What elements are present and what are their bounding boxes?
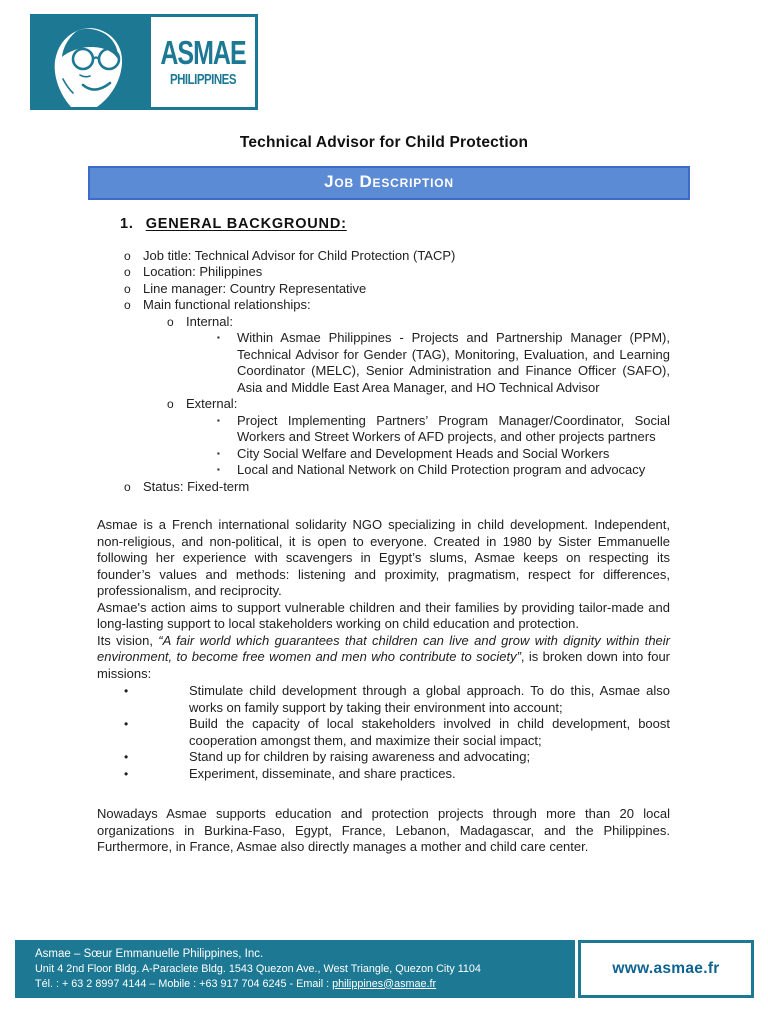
list-item xyxy=(97,716,670,749)
list-item-text: Internal: xyxy=(186,313,233,329)
list-item-text: Within Asmae Philippines - Projects and Partnership Manager (PPM), Technical Advisor for Gender (TAG), Monitoring, Evaluation, and Learning Coordinator (MELC), Senior Administration and Finance Officer (SAFO), Asia and Middle East Area Manager, and HO Technical Advisor xyxy=(237,330,670,395)
list-item-text: Location: Philippines xyxy=(143,264,263,279)
section-number: 1. xyxy=(120,216,134,232)
list-item-text: Stand up for children by raising awareness and advocating; xyxy=(189,749,531,764)
vision-suffix: , is broken down into four missions: xyxy=(97,649,670,681)
bullet-circle-marker: o xyxy=(124,479,131,494)
list-item xyxy=(97,413,670,446)
page-title: Technical Advisor for Child Protection xyxy=(239,134,529,151)
footer-address-bar xyxy=(15,940,575,998)
about-asmae xyxy=(97,517,670,682)
list-item-text: External: xyxy=(186,396,238,411)
list-item-text: Experiment, disseminate, and share practices. xyxy=(189,765,456,781)
bullet-dot-marker: • xyxy=(124,766,129,781)
footer-org-name: Asmae – Sœur Emmanuelle Philippines, Inc. xyxy=(35,948,264,960)
bullet-square-marker: ▪ xyxy=(217,448,220,458)
list-item-text: Stimulate child development through a global approach. To do this, Asmae also works on family support by taking their environment into account; xyxy=(189,683,670,715)
asmae-logo xyxy=(30,14,258,110)
list-item-text: Project Implementing Partners’ Program Manager/Coordinator, Social Workers and Street Workers of AFD projects, and other projects partners xyxy=(237,412,670,444)
website-label: www.asmae.fr xyxy=(612,960,720,977)
bullet-circle-marker: o xyxy=(124,248,131,263)
list-item xyxy=(97,683,670,716)
footer-contact xyxy=(35,977,565,992)
bullet-circle-marker: o xyxy=(124,298,131,312)
list-item xyxy=(97,297,670,314)
bullet-square-marker: ▪ xyxy=(217,333,220,342)
bullet-square-marker: ▪ xyxy=(217,465,220,474)
vision-paragraph xyxy=(97,633,670,683)
list-item xyxy=(97,314,670,331)
paragraph: Asmae is a French international solidarity NGO specializing in child development. Independent, non-religious, and non-political, it is open to everyone. Created in 1980 by Sister Emmanuelle following her experience with scavengers in Egypt’s slums, Asmae keeps on respecting its founder’s values and methods: listening and proximity, pragmatism, respect for differences, professionalism, and reciprocity. xyxy=(97,517,670,598)
list-item xyxy=(97,446,670,463)
vision-prefix: Its vision, xyxy=(97,632,159,648)
bullet-dot-marker: • xyxy=(124,717,129,731)
list-item-text: Build the capacity of local stakeholders involved in child development, boost cooperation amongst them, and maximize their social impact; xyxy=(189,716,670,748)
logo-sub-name: PHILIPPINES xyxy=(169,72,237,88)
list-item xyxy=(97,749,670,766)
missions-list xyxy=(97,683,670,782)
bullet-square-marker: ▪ xyxy=(217,415,220,425)
list-item-text: Status: Fixed-term xyxy=(143,478,250,494)
section-title: GENERAL BACKGROUND: xyxy=(145,216,347,232)
bullet-circle-marker: o xyxy=(124,281,131,296)
list-item-text: Main functional relationships: xyxy=(143,297,311,312)
logo-org-name: ASMAE xyxy=(160,34,246,72)
paragraph: Nowadays Asmae supports education and protection projects through more than 20 local organizations in Burkina-Faso, Egypt, France, Lebanon, Madagascar, and the Philippines. Furthermore, in France, Asmae also directly manages a mother and child care center. xyxy=(97,806,670,854)
logo-text xyxy=(151,17,255,107)
portrait-icon xyxy=(33,17,151,107)
list-item xyxy=(97,281,670,298)
list-item xyxy=(97,479,670,496)
list-item xyxy=(97,264,670,281)
paragraph: Asmae's action aims to support vulnerable children and their families by providing tailor-made and long-lasting support to local stakeholders working on child education and protection. xyxy=(97,599,670,631)
list-item-text: Local and National Network on Child Protection program and advocacy xyxy=(237,462,646,477)
list-item-text: Line manager: Country Representative xyxy=(143,280,367,296)
section-heading xyxy=(120,216,670,233)
bullet-dot-marker: • xyxy=(124,684,129,698)
list-item xyxy=(97,330,670,396)
bullet-circle-marker: o xyxy=(124,265,131,279)
background-list xyxy=(97,248,670,496)
list-item xyxy=(97,248,670,265)
footer-address: Unit 4 2nd Floor Bldg. A-Paraclete Bldg. 1543 Quezon Ave., West Triangle, Quezon City 1104 xyxy=(35,962,481,975)
job-description-banner xyxy=(88,166,690,200)
list-item xyxy=(97,766,670,783)
banner-label: Job Description xyxy=(324,172,454,191)
bullet-dot-marker: • xyxy=(124,750,129,764)
document-body xyxy=(0,216,768,856)
bullet-circle-marker: o xyxy=(167,397,174,411)
list-item xyxy=(97,462,670,479)
vision-quote: “A fair world which guarantees that children can live and grow with dignity within their environment, to become free women and men who contribute to society” xyxy=(97,632,671,664)
website-link[interactable] xyxy=(578,940,754,998)
bullet-circle-marker: o xyxy=(167,314,174,329)
footer-email-link[interactable]: philippines@asmae.fr xyxy=(332,977,437,990)
list-item xyxy=(97,396,670,413)
footer-contact-text: Tél. : + 63 2 8997 4144 – Mobile : +63 917 704 6245 - Email : xyxy=(35,977,333,990)
list-item-text: City Social Welfare and Development Heads and Social Workers xyxy=(237,445,610,461)
list-item-text: Job title: Technical Advisor for Child Protection (TACP) xyxy=(143,247,456,263)
